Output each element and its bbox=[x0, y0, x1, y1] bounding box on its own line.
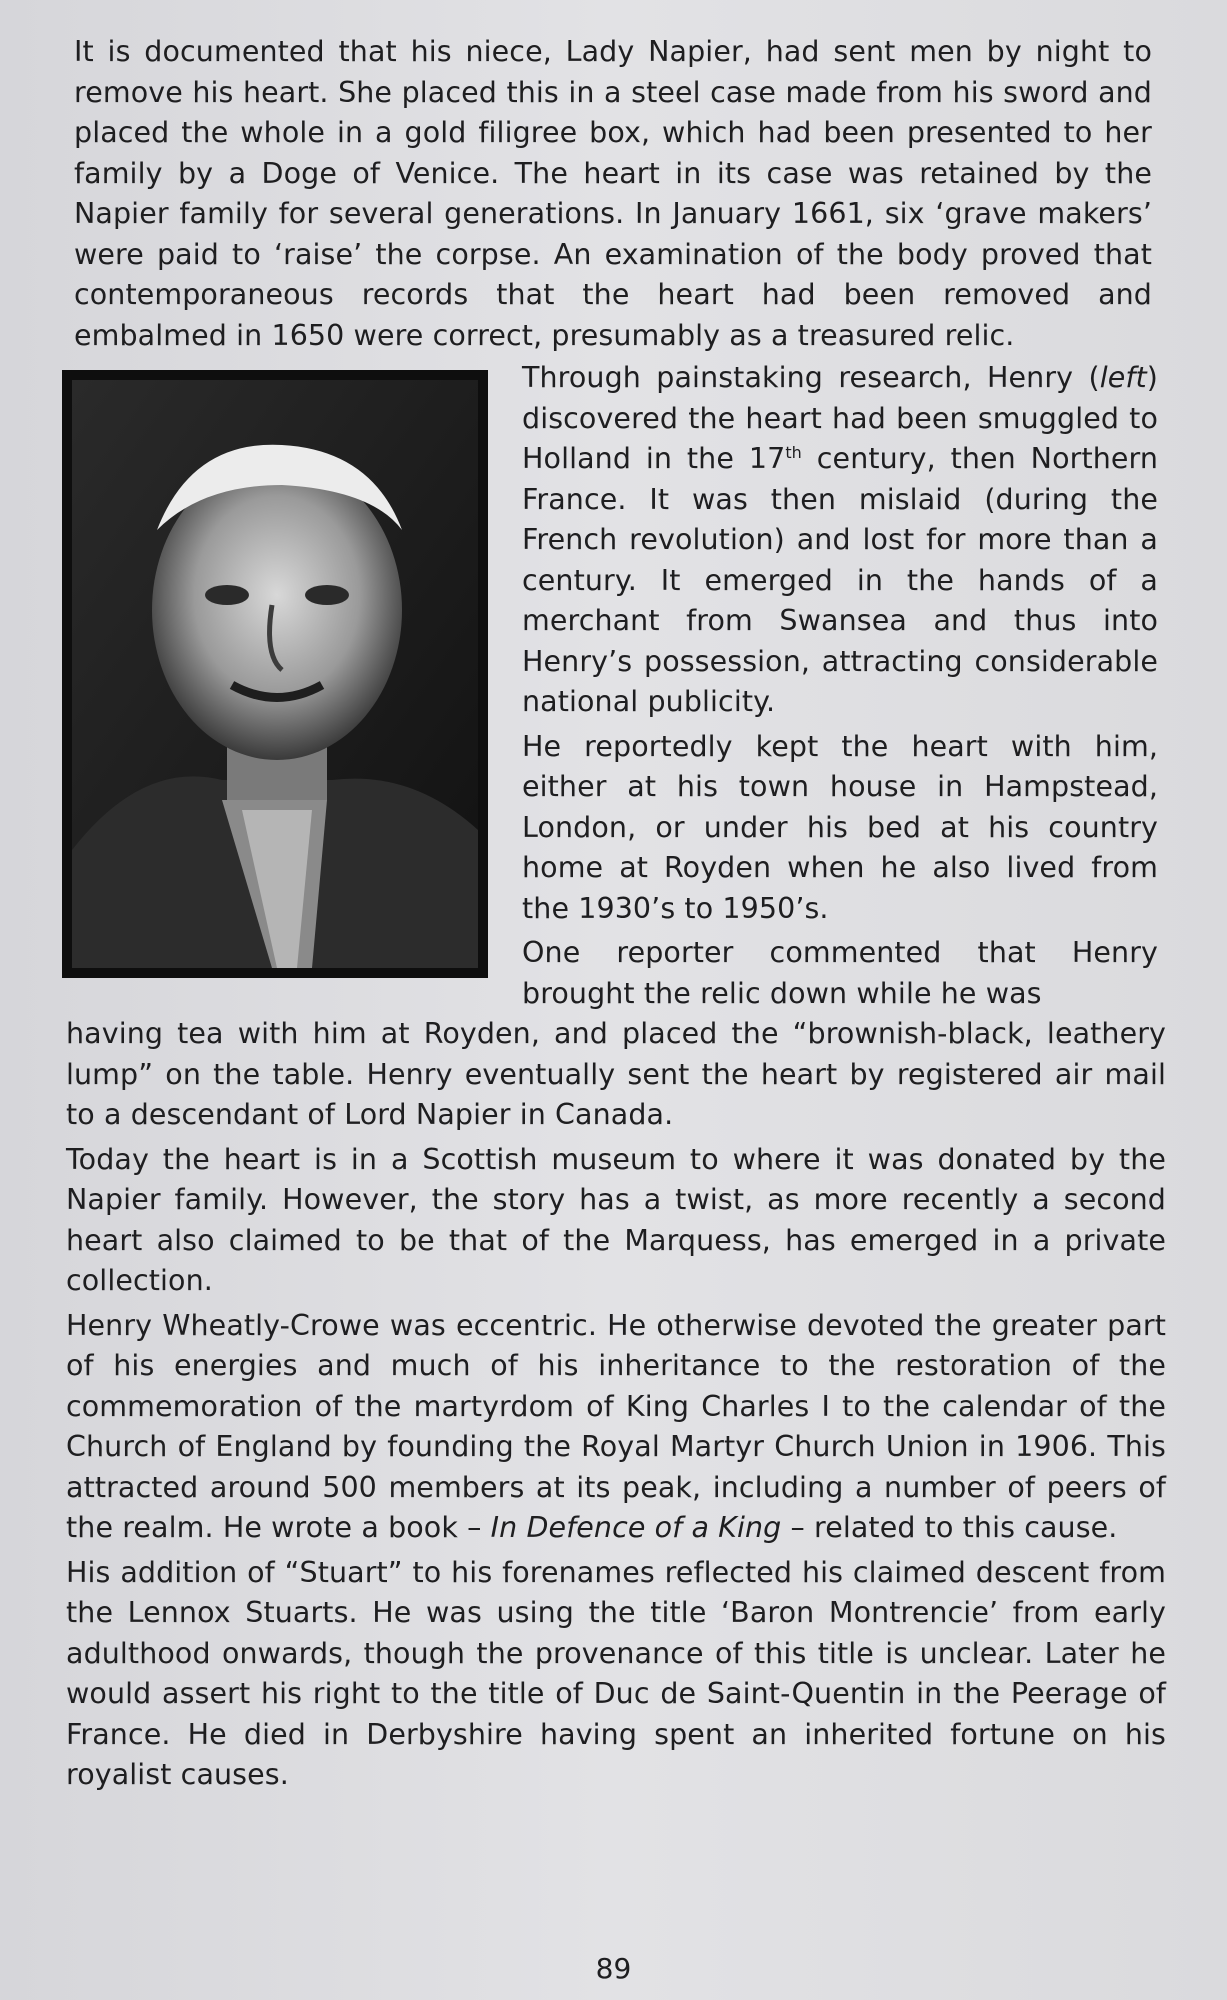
side-text-block bbox=[522, 358, 1158, 1014]
research-text-end: century, then Northern France. It was then mislaid (during the French revolution) and lost for more than a century. It emerged in the hands of a merchant from Swansea and thus into Henry’s possession, attracting considerable national publicity. bbox=[522, 442, 1159, 718]
book-title: In Defence of a King bbox=[490, 1511, 782, 1544]
paragraph-kept-heart: He reportedly kept the heart with him, either at his town house in Hampstead, London, or under his bed at his country home at Royden when he also lived from the 1930’s to 1950’s. bbox=[522, 729, 1158, 925]
eccentric-text-start: Henry Wheatly-Crowe was eccentric. He otherwise devoted the greater part of his energies and much of his inheritance to the restoration of the commemoration of the martyrdom of King Charles I to the calendar of the Church of England by founding the Royal Martyr Church Union in 1906. This attracted around 500 members at its peak, including a number of peers of the realm. He wrote a book – bbox=[66, 1308, 1166, 1544]
portrait-photo bbox=[62, 370, 488, 978]
top-text-block bbox=[74, 32, 1152, 360]
eccentric-text-end: – related to this cause. bbox=[781, 1511, 1118, 1544]
paragraph-research bbox=[522, 358, 1158, 723]
research-text-start: Through painstaking research, Henry ( bbox=[522, 361, 1100, 394]
research-text-mid: ) discovered the heart had been smuggled to Holland in the 17 bbox=[522, 361, 1158, 475]
paragraph-reporter-start: One reporter commented that Henry brought the relic down while he was bbox=[522, 936, 1158, 1010]
page-number: 89 bbox=[595, 1952, 632, 1985]
paragraph-stuart: His addition of “Stuart” to his forenames reflected his claimed descent from the Lennox Stuarts. He was using the title ‘Baron Montrencie’ from early adulthood onwards, though the provenance of this title is unclear. Later he would assert his right to the title of Duc de Saint-Quentin in the Peerage of France. He died in Derbyshire having spent an inherited fortune on his royalist causes. bbox=[66, 1555, 1166, 1791]
paragraph-lady-napier: It is documented that his niece, Lady Napier, had sent men by night to remove his heart. She placed this in a steel case made from his sword and placed the whole in a gold filigree box, which had been presented to her family by a Doge of Venice. The heart in its case was retained by the Napier family for several generations. In January 1661, six ‘grave makers’ were paid to ‘raise’ the corpse. An examination of the body proved that contemporaneous records that the heart had been removed and embalmed in 1650 were correct, presumably as a treasured relic. bbox=[74, 35, 1152, 352]
research-italic-left: left bbox=[1099, 361, 1147, 394]
paragraph-reporter-continued: having tea with him at Royden, and placed the “brownish-black, leathery lump” on the table. Henry eventually sent the heart by registered air mail to a descendant of Lord Napier in Canada. bbox=[66, 1017, 1166, 1131]
paragraph-eccentric bbox=[66, 1306, 1166, 1549]
bottom-text-block bbox=[66, 1014, 1166, 1800]
portrait-image bbox=[72, 380, 478, 968]
ordinal-superscript: th bbox=[785, 443, 802, 462]
paragraph-museum: Today the heart is in a Scottish museum to where it was donated by the Napier family. However, the story has a twist, as more recently a second heart also claimed to be that of the Marquess, has emerged in a private collection. bbox=[66, 1142, 1166, 1297]
